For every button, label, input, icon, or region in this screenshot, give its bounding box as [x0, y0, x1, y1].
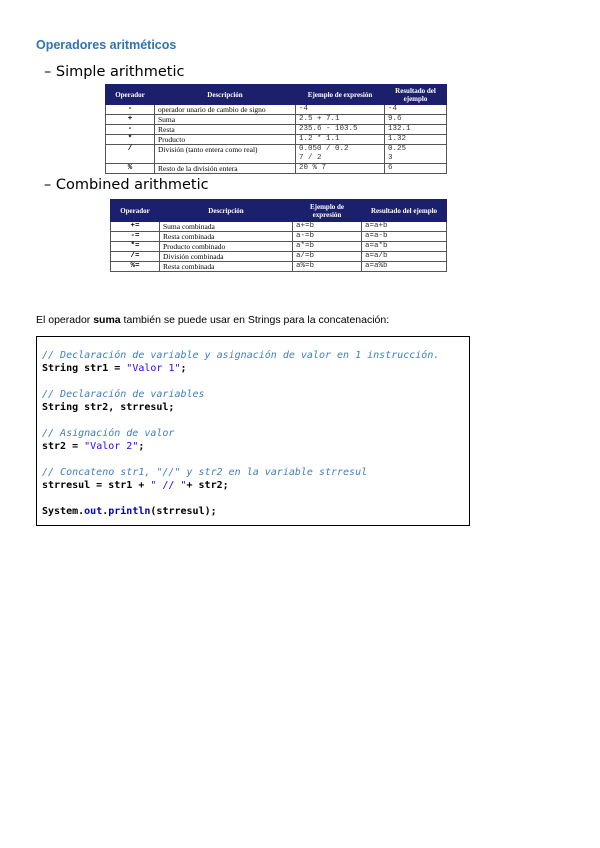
table-row [111, 232, 447, 242]
table-row [111, 242, 447, 252]
result-cell: 132.1 [385, 125, 447, 135]
result-cell: a=a%b [362, 262, 447, 272]
code-comment: // Asignación de valor [42, 427, 175, 439]
example-cell: a-=b [293, 232, 362, 242]
result-cell: 0.25 3 [385, 145, 447, 164]
column-header: Resultado del ejemplo [362, 200, 447, 222]
example-cell: -4 [296, 105, 385, 115]
operator-cell: + [106, 115, 155, 125]
combined-arithmetic-table [110, 199, 447, 272]
code-text: (strresul); [150, 505, 217, 517]
code-line [42, 466, 469, 479]
code-text: System. [42, 505, 85, 517]
example-cell: 0.050 / 0.2 7 / 2 [296, 145, 385, 164]
operator-cell: - [106, 105, 155, 115]
table-row [106, 145, 447, 164]
section-heading: Operadores aritméticos [36, 38, 177, 52]
paragraph-text: El operador [36, 314, 94, 326]
code-line [42, 349, 469, 362]
code-line [42, 427, 469, 440]
operator-cell: += [111, 222, 160, 232]
column-header: Operador [106, 85, 155, 105]
paragraph-text: también se puede usar en Strings para la concatenación: [120, 314, 390, 326]
table-row [111, 262, 447, 272]
code-string: "Valor 1" [126, 363, 181, 375]
table-row [106, 125, 447, 135]
example-cell: a%=b [293, 262, 362, 272]
code-text: ; [180, 363, 187, 375]
result-cell: 9.6 [385, 115, 447, 125]
table-header-row [106, 85, 447, 105]
example-cell: a+=b [293, 222, 362, 232]
result-cell: 1.32 [385, 135, 447, 145]
code-comment: // Concateno str1, "//" y str2 en la variable strresul [42, 466, 368, 478]
table-header-row [111, 200, 447, 222]
code-text: ; [138, 440, 145, 452]
description-cell: Resta [155, 125, 296, 135]
table-row [106, 135, 447, 145]
code-text: str2 = [42, 440, 85, 452]
column-header: Descripción [160, 200, 293, 222]
bullet-simple-arithmetic: – Simple arithmetic [44, 64, 185, 80]
operator-cell: /= [111, 252, 160, 262]
operator-cell: / [106, 145, 155, 164]
column-header: Resultado del ejemplo [385, 85, 447, 105]
operator-cell: *= [111, 242, 160, 252]
operator-cell: % [106, 164, 155, 174]
example-cell: 2.5 + 7.1 [296, 115, 385, 125]
code-method: println [108, 505, 151, 517]
table-row [111, 222, 447, 232]
description-cell: División (tanto entera como real) [155, 145, 296, 164]
bullet-combined-arithmetic: – Combined arithmetic [44, 177, 209, 193]
operator-cell: %= [111, 262, 160, 272]
code-line [42, 440, 469, 453]
example-cell: 1.2 * 1.1 [296, 135, 385, 145]
example-cell: a*=b [293, 242, 362, 252]
result-cell: -4 [385, 105, 447, 115]
result-cell: a=a/b [362, 252, 447, 262]
column-header: Ejemplo de expresión [293, 200, 362, 222]
table-row [106, 115, 447, 125]
simple-arithmetic-table [105, 84, 447, 174]
operator-cell: -= [111, 232, 160, 242]
description-cell: Resta combinada [160, 232, 293, 242]
operator-cell: - [106, 125, 155, 135]
description-cell: Suma combinada [160, 222, 293, 232]
example-cell: a/=b [293, 252, 362, 262]
table-row [106, 164, 447, 174]
code-comment: // Declaración de variable y asignación de valor en 1 instrucción. [42, 350, 440, 361]
code-comment: // Declaración de variables [42, 388, 205, 400]
column-header: Ejemplo de expresión [296, 85, 385, 105]
result-cell: 6 [385, 164, 447, 174]
table-row [111, 252, 447, 262]
description-cell: División combinada [160, 252, 293, 262]
code-field: out [84, 505, 103, 517]
example-cell: 20 % 7 [296, 164, 385, 174]
code-line [42, 362, 469, 375]
code-line [42, 388, 469, 401]
code-text: strresul = str1 + [42, 479, 151, 491]
code-string: " // " [150, 479, 187, 491]
description-cell: Producto [155, 135, 296, 145]
code-string: "Valor 2" [84, 440, 139, 452]
description-cell: operador unario de cambio de signo [155, 105, 296, 115]
code-line [42, 505, 469, 518]
concatenation-paragraph [36, 314, 389, 326]
code-text: String str1 = [42, 363, 127, 375]
description-cell: Resta combinada [160, 262, 293, 272]
paragraph-bold-term: suma [93, 314, 121, 326]
code-block [36, 336, 470, 526]
table-row [106, 105, 447, 115]
example-cell: 235.6 - 103.5 [296, 125, 385, 135]
code-line [42, 479, 469, 492]
description-cell: Suma [155, 115, 296, 125]
operator-cell: * [106, 135, 155, 145]
description-cell: Resto de la división entera [155, 164, 296, 174]
column-header: Operador [111, 200, 160, 222]
code-text: . [102, 505, 109, 517]
result-cell: a=a+b [362, 222, 447, 232]
code-line [42, 401, 469, 414]
result-cell: a=a-b [362, 232, 447, 242]
code-text: String str2, strresul; [42, 402, 175, 414]
description-cell: Producto combinado [160, 242, 293, 252]
code-text: + str2; [186, 479, 229, 491]
result-cell: a=a*b [362, 242, 447, 252]
column-header: Descripción [155, 85, 296, 105]
